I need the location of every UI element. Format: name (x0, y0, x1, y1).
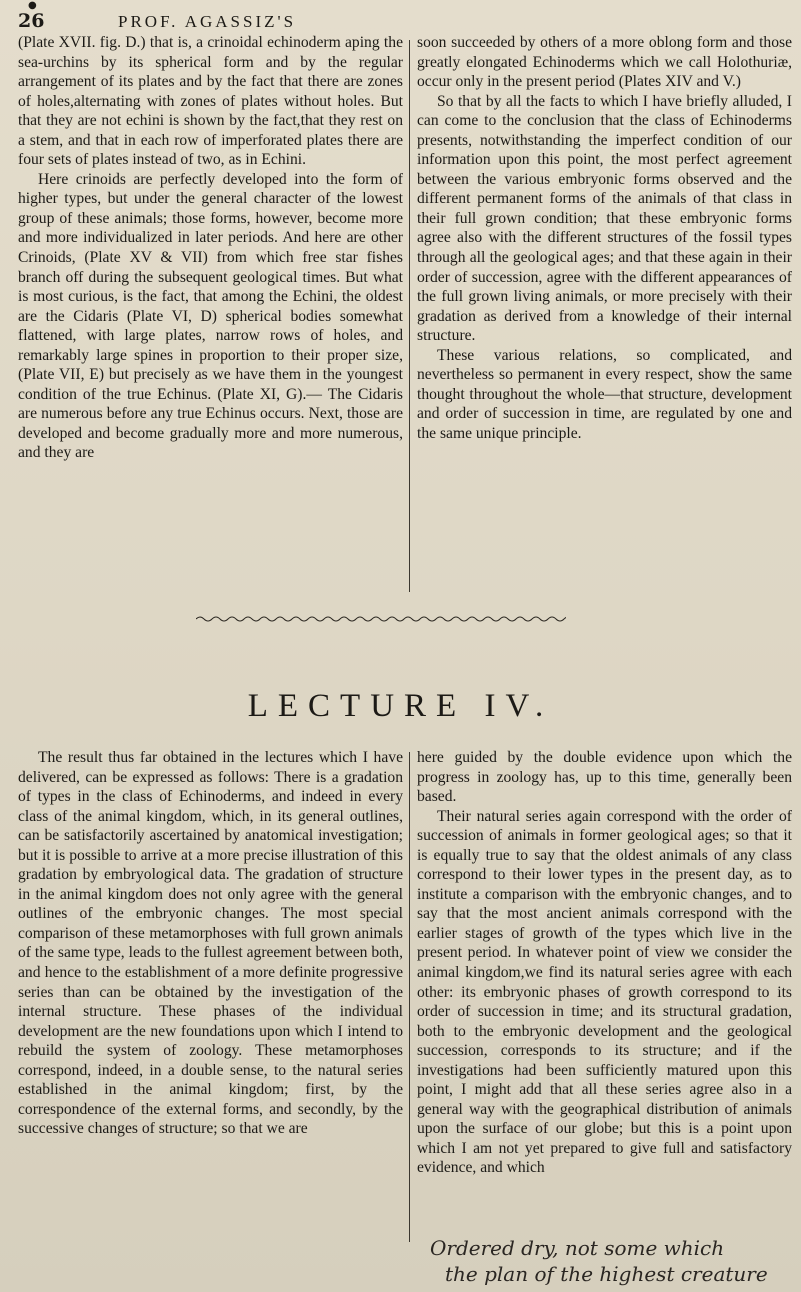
column-rule (409, 40, 410, 592)
bottom-left-column (18, 748, 403, 1292)
paragraph: soon succeeded by others of a more oblong form and those greatly elongated Echinoderms which we call Holothuriæ, occur only in the present period (Plates XIV and V.) (417, 34, 792, 91)
top-left-column (18, 33, 403, 593)
paragraph: Their natural series again correspond with the order of succession of animals in former geological ages; so that it is equally true to say that the oldest animals of any class correspond to their lower types in the present day, as to institute a comparison with the embryonic changes, and to say that the most ancient animals correspond with the earlier stages of growth of the types which live in the present period. In whatever point of view we consider the animal kingdom,we find its natural series agree with each other: its embryonic phases of growth correspond to its order of succession in time; and its structural gradation, both to the embryonic development and the geological succession, corresponds to its structure; and if the investigations had been sufficiently matured upon this point, I might add that all these series agree also in a general way with the geographical distribution of animals upon the surface of our globe; but this is a point upon which I am not yet prepared to give full and satisfactory evidence, and which (417, 807, 792, 1177)
handwritten-note-line-1: Ordered dry, not some which (430, 1236, 725, 1260)
paragraph: (Plate XVII. fig. D.) that is, a crinoidal echinoderm aping the sea-urchins by its spherical form and by the regular arrangement of its plates and by the fact that there are zones of holes,alternating with zones of plates without holes. But that they are not echini is shown by the fact,that they rest on a stem, and that in each row of imperforated plates there are four sets of plates instead of two, as in Echini. (18, 34, 403, 169)
bottom-right-column (417, 748, 792, 1228)
ornamental-divider (196, 614, 566, 624)
page-number: 26 (18, 10, 45, 32)
handwritten-note-line-2: the plan of the highest creature (445, 1262, 768, 1286)
paragraph: The result thus far obtained in the lectures which I have delivered, can be expressed as follows: There is a gradation of types in the class of Echinoderms, and indeed in every class of the animal kingdom, which, in its general outlines, can be satisfactorily ascertained by anatomical investigation; but it is possible to arrive at a more precise illustration of this gradation by embryological data. The gradation of structure in the animal kingdom does not only agree with the general outlines of the embryonic changes. The most special comparison of these metamorphoses with full grown animals of the same type, leads to the fullest agreement between both, and hence to the establishment of a more definite progressive series than can be obtained by the investigation of the internal structure. These phases of the individual development are the new foundations upon which I intend to rebuild the system of zoology. These metamorphoses correspond, indeed, in a double sense, to the natural series established in the animal kingdom; first, by the correspondence of the external forms, and secondly, by the successive changes of structure; so that we are (18, 749, 403, 1138)
paragraph: Here crinoids are perfectly developed into the form of higher types, but under the general character of the lowest group of these animals; those forms, however, become more and more individualized in later periods. And here are other Crinoids, (Plate XV & VII) from which free star fishes branch off during the subsequent geological times. But what is most curious, is the fact, that among the Echini, the oldest are the Cidaris (Plate VI, D) spherical bodies somewhat flattened, with large plates, narrow rows of holes, and remarkably large spines in proportion to their proper size, (Plate VII, E) but precisely as we have them in the youngest condition of the true Echinus. (Plate XI, G).— The Cidaris are numerous before any true Echinus occurs. Next, those are developed and become gradually more and more numerous, and they are (18, 170, 403, 462)
page-speck: ● (28, 0, 37, 11)
column-rule (409, 752, 410, 1242)
paragraph: here guided by the double evidence upon which the progress in zoology has, up to this time, generally been based. (417, 749, 792, 806)
paragraph: So that by all the facts to which I have briefly alluded, I can come to the conclusion that the class of Echinoderms presents, notwithstanding the imperfect condition of our information upon this point, the most perfect agreement between the various embryonic forms observed and the different permanent forms of the animals of that class in their full grown condition; that these embryonic forms agree also with the different structures of the fossil types through all the geological ages; and that these again in their order of succession, agree with the different appearances of the full grown living animals, or more precisely with their gradation as derived from a knowledge of their internal structure. (417, 92, 792, 345)
lecture-heading: LECTURE IV. (247, 688, 554, 724)
top-right-column (417, 33, 792, 593)
paragraph: These various relations, so complicated, and nevertheless so permanent in every respect, show the same thought throughout the whole—that structure, development and order of succession in time, are regulated by one and the same unique principle. (417, 346, 792, 442)
running-header: PROF. AGASSIZ'S (118, 12, 297, 31)
